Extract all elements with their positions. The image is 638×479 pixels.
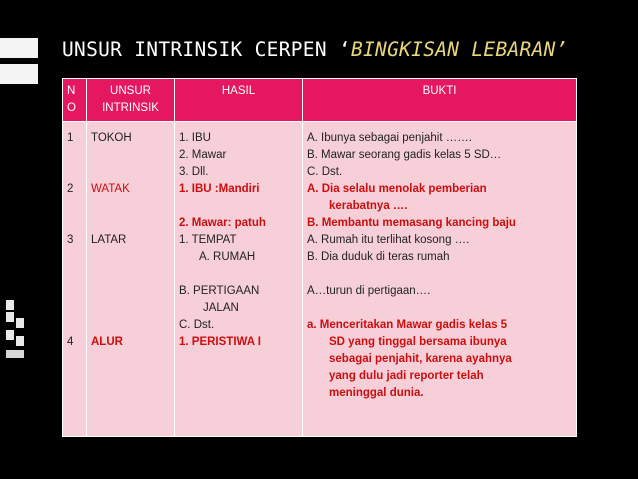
- unsur-label: TOKOH: [91, 132, 132, 144]
- bukti-item: B. Membantu memasang kancing baju: [307, 217, 516, 229]
- slide-decoration-icon: [2, 300, 32, 390]
- hasil-item: 1. IBU :Mandiri: [179, 183, 260, 195]
- header-no: N O: [63, 79, 87, 122]
- slide-title: UNSUR INTRINSIK CERPEN ‘BINGKISAN LEBARAN’: [62, 38, 568, 61]
- bukti-item: kerabatnya ….: [329, 200, 408, 212]
- hasil-item: C. Dst.: [179, 319, 215, 331]
- hasil-item: JALAN: [203, 302, 239, 314]
- deco-bar-2: [0, 64, 38, 84]
- row-number: 2: [67, 183, 74, 195]
- hasil-cell: [175, 122, 303, 437]
- header-hasil: HASIL: [175, 79, 303, 122]
- bukti-item: C. Dst.: [307, 166, 343, 178]
- bukti-item: sebagai penjahit, karena ayahnya: [329, 353, 512, 365]
- deco-bar-1: [0, 38, 38, 58]
- bukti-item: yang dulu jadi reporter telah: [329, 370, 484, 382]
- hasil-item: 1. PERISTIWA I: [179, 336, 262, 348]
- unsur-label: WATAK: [91, 183, 130, 195]
- hasil-item: 1. IBU: [179, 132, 211, 144]
- table-header-row: [63, 79, 577, 122]
- row-number: 1: [67, 132, 74, 144]
- bukti-item: B. Dia duduk di teras rumah: [307, 251, 450, 263]
- header-unsur: UNSUR INTRINSIK: [87, 79, 175, 122]
- table-row: [63, 122, 577, 437]
- header-bukti: BUKTI: [303, 79, 577, 122]
- hasil-item: 3. Dll.: [179, 166, 209, 178]
- row-number: 4: [67, 336, 74, 348]
- bukti-item: meninggal dunia.: [329, 387, 424, 399]
- bukti-item: B. Mawar seorang gadis kelas 5 SD…: [307, 149, 502, 161]
- hasil-item: A. RUMAH: [199, 251, 256, 263]
- hasil-item: 1. TEMPAT: [179, 234, 237, 246]
- bukti-item: SD yang tinggal bersama ibunya: [329, 336, 507, 348]
- hasil-item: 2. Mawar: [179, 149, 227, 161]
- bukti-cell: [303, 122, 577, 437]
- hasil-item: 2. Mawar: patuh: [179, 217, 266, 229]
- bukti-item: A. Ibunya sebagai penjahit …….: [307, 132, 472, 144]
- intrinsic-elements-table: [62, 78, 577, 437]
- unsur-cell: [87, 122, 175, 437]
- bukti-item: a. Menceritakan Mawar gadis kelas 5: [307, 319, 508, 331]
- bukti-item: A. Dia selalu menolak pemberian: [307, 183, 487, 195]
- unsur-label: ALUR: [91, 336, 123, 348]
- bukti-item: A. Rumah itu terlihat kosong ….: [307, 234, 470, 246]
- unsur-label: LATAR: [91, 234, 127, 246]
- bukti-item: A…turun di pertigaan….: [307, 285, 431, 297]
- row-number: 3: [67, 234, 74, 246]
- hasil-item: B. PERTIGAAN: [179, 285, 260, 297]
- no-cell: [63, 122, 87, 437]
